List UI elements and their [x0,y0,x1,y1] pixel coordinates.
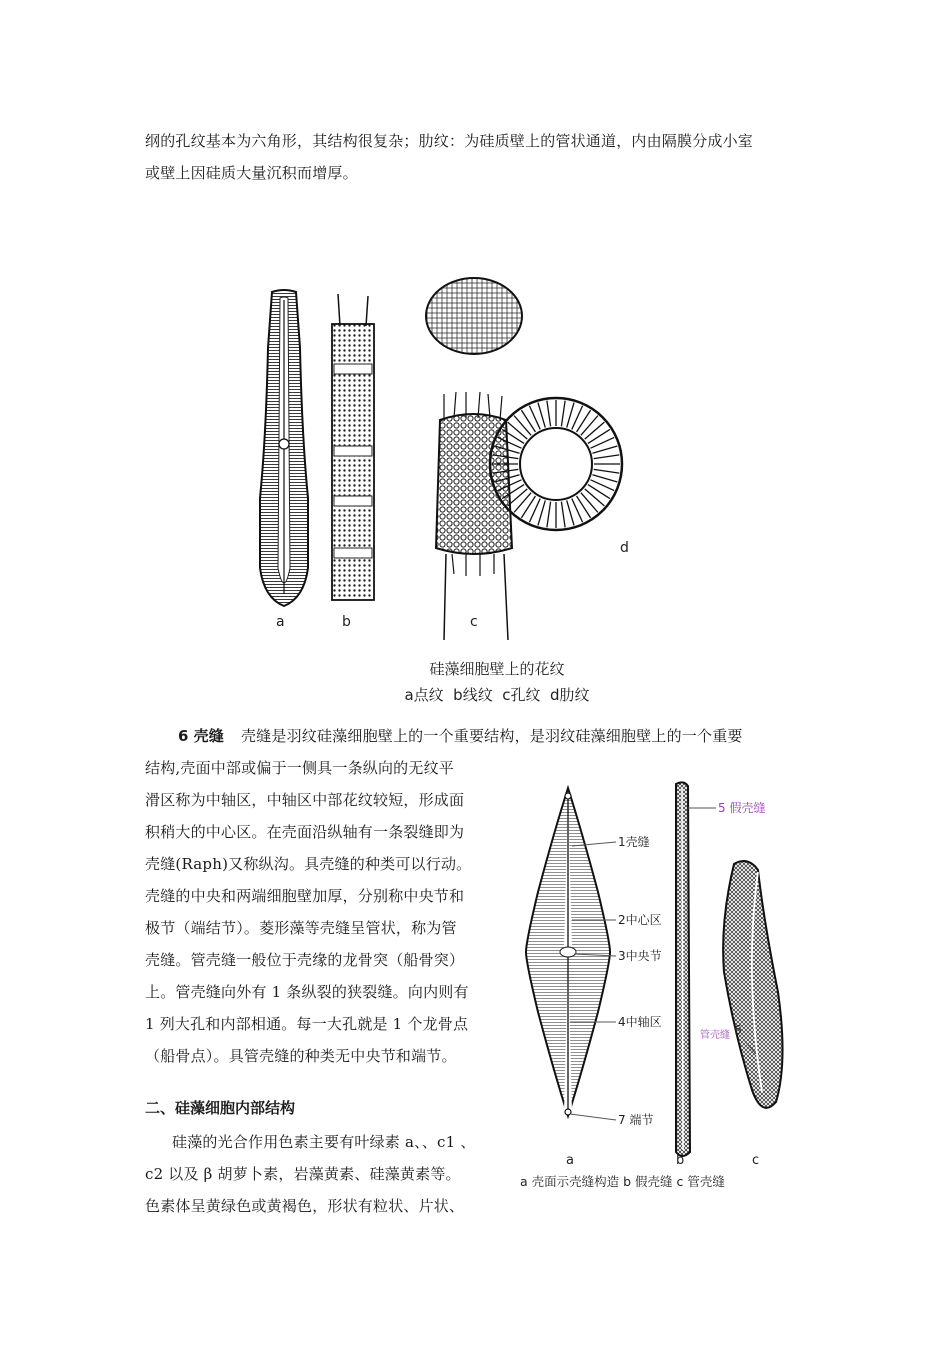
costa-rib [585,489,605,506]
figure2-label-a: a [566,1153,574,1168]
section-6-line-8: 上。管壳缝向外有 1 条纵裂的狭裂缝。向内则有 [145,983,469,1001]
costa-rib [547,502,551,528]
callout-false-raphe: 5 假壳缝 [718,801,766,815]
section-6-line-6: 极节（端结节）。菱形藻等壳缝呈管状，称为管 [145,919,457,937]
callout-number-6: 6 [734,1023,742,1037]
section-2-line-3: 色素体呈黄绿色或黄褐色，形状有粒状、片状、 [145,1197,465,1215]
figure-wall-patterns [222,268,629,640]
costa-rib [514,416,531,436]
costa-rib [538,403,545,428]
costa-rib [585,422,605,439]
costa-rib [594,469,620,473]
diagram-valve-a [526,788,610,1116]
figure-label-d: d [620,540,629,556]
callout-canal-raphe: 管壳缝 [700,1030,730,1041]
section-2-line-2: c2 以及 β 胡萝卜素，岩藻黄素、硅藻黄素等。 [145,1165,461,1183]
figure-caption-items: a点纹 b线纹 c孔纹 d肋纹 [404,686,590,704]
callout-central-nodule: 3中央节 [618,949,662,963]
diagram-valve-c [723,861,782,1108]
costa-rib [594,455,620,459]
costa-rib [547,401,551,427]
figure2-label-b: b [676,1153,685,1168]
figure-label-a: a [276,614,285,630]
callout-raphe: 1壳缝 [618,835,650,849]
section-6-line-2: 滑区称为中轴区，中轴区中部花纹较短，形成面 [145,791,465,809]
section-6-line-0: 壳缝是羽纹硅藻细胞壁上的一个重要结构，是羽纹硅藻细胞壁上的一个重要 [240,727,743,745]
costa-rib [592,446,617,453]
section-2-line-1: 硅藻的光合作用色素主要有叶绿素 a、、c1 、 [172,1133,476,1151]
intro-line-2: 或壁上因硅质大量沉积而增厚。 [145,164,358,182]
section-6-line-9: 1 列大孔和内部相通。每一大孔就是 1 个龙骨点 [145,1015,469,1033]
diagram-b-striate [332,294,374,600]
costa-rib [567,403,574,428]
costa-rib [508,422,528,439]
costa-rib [538,500,545,525]
costa-rib [581,416,598,436]
section-6-line-7: 壳缝。管壳缝一般位于壳缘的龙骨突（船骨突） [145,951,465,969]
intro-line-1: 纲的孔纹基本为六角形，其结构很复杂；肋纹：为硅质壁上的管状通道，内由隔膜分成小室 [145,132,754,150]
section-6-line-5: 壳缝的中央和两端细胞壁加厚，分别称中央节和 [145,887,465,905]
section-6-first-line [178,720,743,752]
figure-raphe-drawing [512,772,794,1200]
figure-label-b: b [342,614,351,630]
diagram-d-costate [490,398,622,530]
diagram-a-punctate [260,290,308,606]
figure-wall-patterns-drawing [222,268,629,640]
figure2-label-c: c [752,1153,760,1168]
callout-polar-nodule: 7 端节 [618,1113,654,1127]
section-6-line-4: 壳缝(Raph)又称纵沟。具壳缝的种类可以行动。 [145,855,472,873]
diagram-valve-b [676,782,690,1156]
callout-axial-area: 4中轴区 [618,1015,662,1029]
figure-raphe [512,772,794,1200]
callout-central-area: 2中心区 [618,913,662,927]
costa-rib [592,475,617,482]
section-2-heading: 二、硅藻细胞内部结构 [145,1099,296,1117]
costa-rib [581,493,598,513]
costa-rib [567,500,574,525]
figure-label-c: c [470,614,478,630]
costa-rib [514,493,531,513]
section-heading: 壳缝 [193,727,225,745]
figure2-caption: a 壳面示壳缝构造 b 假壳缝 c 管壳缝 [520,1174,725,1189]
section-6-line-1: 结构,壳面中部或偏于一侧具一条纵向的无纹平 [145,759,454,777]
figure-caption-title: 硅藻细胞壁上的花纹 [429,660,565,678]
costa-rib [561,502,565,528]
section-6-line-10: （船骨点）。具管壳缝的种类无中央节和端节。 [145,1047,457,1065]
section-number: 6 [178,727,189,745]
costa-rib [561,401,565,427]
diagram-c-valve [426,278,522,354]
section-6-line-3: 积稍大的中心区。在壳面沿纵轴有一条裂缝即为 [145,823,465,841]
